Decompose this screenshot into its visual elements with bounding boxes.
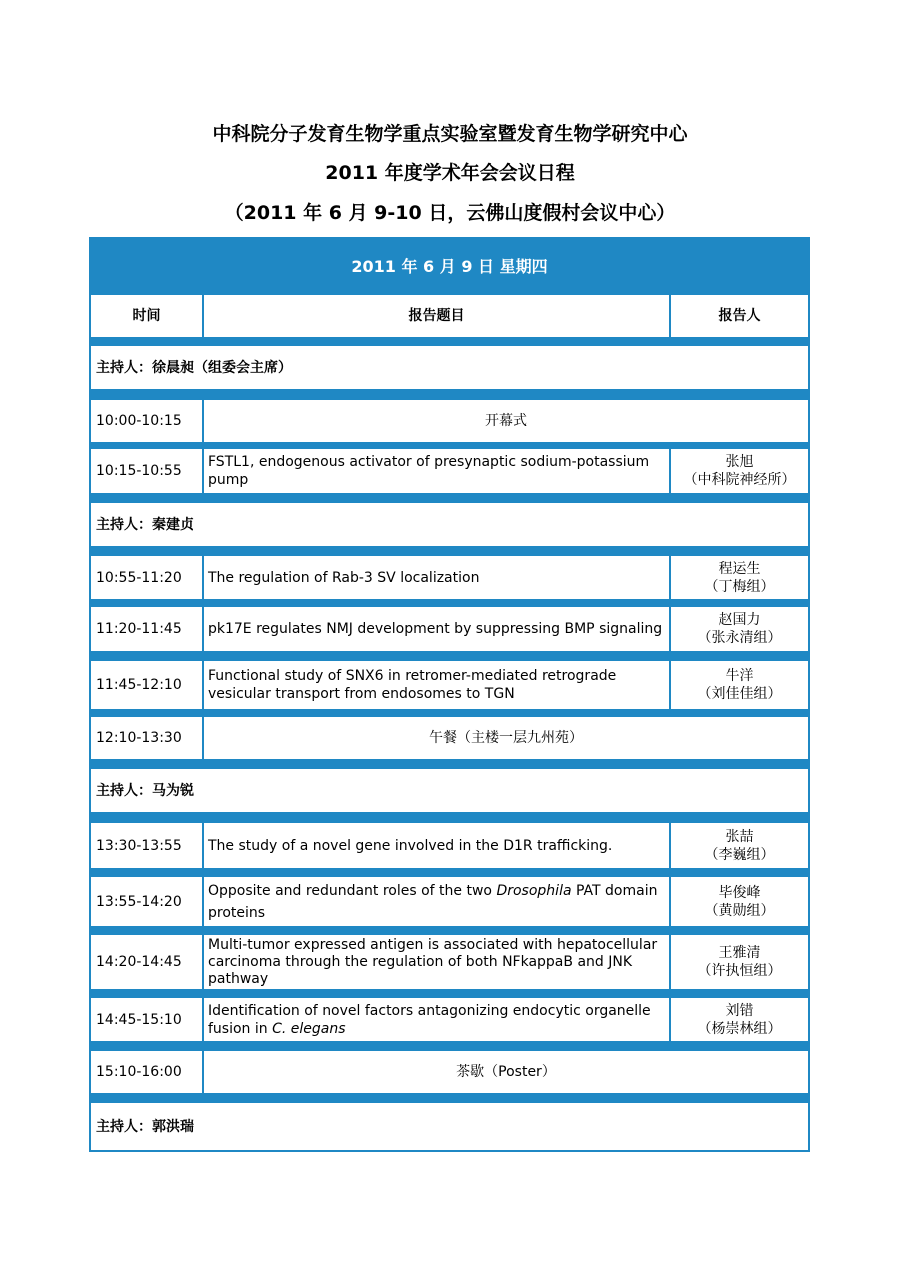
speaker-group: （许执恒组） [697, 963, 782, 979]
talk-row [91, 449, 808, 493]
talk-time: 14:45-15:10 [91, 998, 202, 1041]
talk-title [204, 877, 669, 926]
talk-row [91, 998, 808, 1041]
host-label: 主持人：郭洪瑞 [91, 1103, 808, 1150]
talk-speaker [671, 607, 808, 651]
host-label: 主持人：徐晨昶（组委会主席） [91, 346, 808, 389]
speaker-name: 张旭 [725, 454, 754, 470]
speaker-name: 张喆 [725, 828, 754, 845]
talk-speaker [671, 935, 808, 989]
talk-row [91, 935, 808, 989]
host-label: 主持人：秦建贞 [91, 503, 808, 546]
talk-title: FSTL1, endogenous activator of presynaptic sodium-potassium pump [204, 449, 669, 493]
speaker-name: 刘错 [725, 1002, 754, 1019]
talk-time: 11:45-12:10 [91, 661, 202, 709]
speaker-group: （黄勋组） [704, 902, 775, 919]
session-row-opening [91, 400, 808, 442]
day-header: 2011 年 6 月 9 日 星期四 [351, 257, 548, 276]
speaker-name: 牛洋 [725, 668, 754, 684]
column-header-row [91, 295, 808, 337]
talk-speaker [671, 661, 808, 709]
species-name: C. elegans [272, 1021, 346, 1037]
host-label: 主持人：马为锐 [91, 769, 808, 812]
talk-title: The regulation of Rab-3 SV localization [204, 556, 669, 599]
talk-time: 10:15-10:55 [91, 449, 202, 493]
talk-time: 13:30-13:55 [91, 823, 202, 868]
session-row-lunch [91, 717, 808, 759]
talk-time: 13:55-14:20 [91, 877, 202, 926]
host-row [91, 503, 808, 546]
talk-time: 10:55-11:20 [91, 556, 202, 599]
speaker-group: （李巍组） [704, 846, 775, 863]
talk-speaker [671, 877, 808, 926]
talk-row [91, 661, 808, 709]
conference-title: 中科院分子发育生物学重点实验室暨发育生物学研究中心 [212, 123, 688, 145]
speaker-name: 程运生 [718, 560, 761, 577]
speaker-name: 赵国力 [718, 612, 761, 628]
talk-speaker [671, 556, 808, 599]
speaker-group: （张永清组） [697, 630, 782, 646]
talk-time: 14:20-14:45 [91, 935, 202, 989]
talk-speaker [671, 449, 808, 493]
talk-title [204, 998, 669, 1041]
agenda-title: 2011 年度学术年会会议日程 [325, 162, 575, 184]
host-row [91, 769, 808, 812]
talk-speaker [671, 998, 808, 1041]
speaker-name: 王雅清 [718, 945, 761, 961]
speaker-name: 毕俊峰 [718, 884, 761, 901]
speaker-group: （杨崇林组） [697, 1020, 782, 1037]
talk-time: 11:20-11:45 [91, 607, 202, 651]
talk-title: pk17E regulates NMJ development by suppressing BMP signaling [204, 607, 669, 651]
speaker-group: （中科院神经所） [683, 472, 796, 488]
column-time: 时间 [91, 295, 202, 337]
column-title: 报告题目 [204, 295, 669, 337]
talk-title-part: PAT domain proteins [208, 883, 658, 921]
session-time: 10:00-10:15 [91, 400, 202, 442]
talk-row [91, 877, 808, 926]
session-title: 开幕式 [204, 400, 808, 442]
column-speaker: 报告人 [671, 295, 808, 337]
talk-title: Functional study of SNX6 in retromer-mediated retrograde vesicular transport from endosomes to TGN [204, 661, 669, 709]
host-row [91, 1103, 808, 1150]
session-time: 15:10-16:00 [91, 1051, 202, 1093]
schedule-table [89, 237, 810, 1152]
species-name: Drosophila [496, 883, 572, 899]
talk-row [91, 607, 808, 651]
host-row [91, 346, 808, 389]
talk-title-part: Opposite and redundant roles of the two [208, 883, 497, 899]
date-venue: （2011 年 6 月 9-10 日，云佛山度假村会议中心） [224, 202, 676, 224]
talk-title: The study of a novel gene involved in the D1R trafficking. [204, 823, 669, 868]
talk-row [91, 556, 808, 599]
session-time: 12:10-13:30 [91, 717, 202, 759]
speaker-group: （刘佳佳组） [697, 686, 782, 702]
talk-title: Multi-tumor expressed antigen is associated with hepatocellular carcinoma through the regulation of both NFkappaB and JNK pathway [204, 935, 669, 989]
session-row-tea [91, 1051, 808, 1093]
talk-speaker [671, 823, 808, 868]
talk-title-part: Identification of novel factors antagonizing endocytic organelle fusion in [208, 1003, 651, 1037]
session-title: 午餐（主楼一层九州苑） [204, 717, 808, 759]
speaker-group: （丁梅组） [704, 578, 775, 595]
session-title: 茶歇（Poster） [204, 1051, 808, 1093]
talk-row [91, 823, 808, 868]
